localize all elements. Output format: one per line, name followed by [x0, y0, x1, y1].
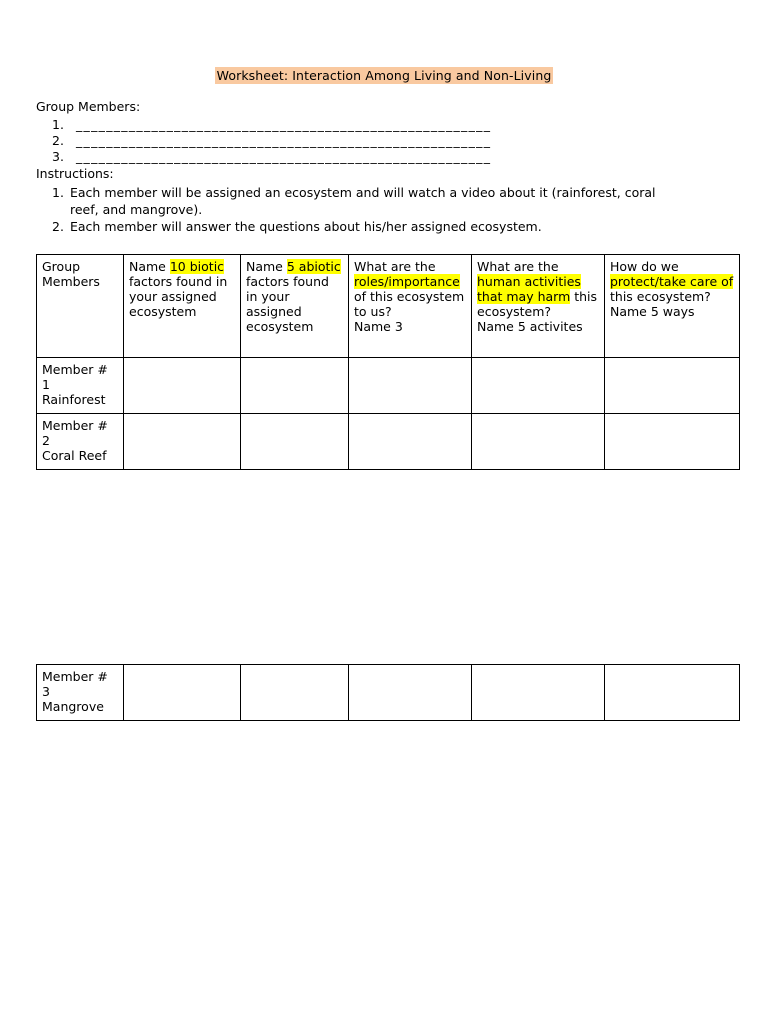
header-text: of this ecosystem to us? — [354, 289, 465, 319]
header-text: Name 3 — [354, 319, 403, 334]
header-text: What are the — [354, 259, 436, 274]
member-label: Member # 3 — [42, 669, 108, 699]
highlight-text: 10 biotic — [169, 259, 225, 274]
worksheet-title: Worksheet: Interaction Among Living and Non-Living — [216, 68, 552, 83]
table-header-row — [37, 255, 740, 358]
header-human-activities — [472, 255, 605, 358]
answer-cell[interactable] — [605, 358, 740, 414]
instruction-item-2 — [52, 218, 722, 235]
instruction-text-cont: reef, and mangrove). — [70, 202, 203, 217]
member-cell — [37, 665, 124, 721]
instruction-number: 2. — [52, 219, 64, 234]
highlight-text: protect/take care of — [610, 274, 734, 289]
highlight-text: roles/importance — [354, 274, 460, 289]
header-text: this ecosystem? Name 5 ways — [610, 289, 711, 319]
highlight-text: human activities that may harm — [477, 274, 581, 304]
header-text: this ecosystem? — [477, 289, 598, 319]
member-line-number: 1. — [52, 117, 64, 132]
member-cell — [37, 414, 124, 470]
header-biotic — [124, 255, 241, 358]
header-text: Name 5 activites — [477, 319, 583, 334]
member-cell — [37, 358, 124, 414]
answer-cell[interactable] — [349, 358, 472, 414]
answer-cell[interactable] — [124, 358, 241, 414]
answer-cell[interactable] — [472, 358, 605, 414]
answer-cell[interactable] — [472, 665, 605, 721]
answer-cell[interactable] — [605, 414, 740, 470]
answer-cell[interactable] — [472, 414, 605, 470]
member-label: Member # 1 — [42, 362, 108, 392]
instruction-number: 1. — [52, 185, 64, 200]
member-line-3[interactable] — [52, 149, 491, 164]
answer-cell[interactable] — [124, 665, 241, 721]
header-text: How do we — [610, 259, 679, 274]
table-row — [37, 414, 740, 470]
header-roles — [349, 255, 472, 358]
instruction-text: Each member will be assigned an ecosystem and will watch a video about it (rainforest, coral — [70, 185, 656, 200]
answer-cell[interactable] — [241, 665, 349, 721]
answer-cell[interactable] — [349, 414, 472, 470]
answer-cell[interactable] — [241, 358, 349, 414]
ecosystem-label: Coral Reef — [42, 448, 107, 463]
instruction-text: Each member will answer the questions about his/her assigned ecosystem. — [70, 219, 542, 234]
header-text: Name — [129, 259, 170, 274]
header-text: Name — [246, 259, 287, 274]
instructions-label: Instructions: — [36, 166, 114, 181]
member-label: Member # 2 — [42, 418, 108, 448]
member-line-2[interactable] — [52, 133, 491, 148]
header-text: What are the — [477, 259, 559, 274]
worksheet-table-continued — [36, 664, 740, 721]
answer-cell[interactable] — [605, 665, 740, 721]
title-wrap — [0, 67, 768, 84]
answer-cell[interactable] — [349, 665, 472, 721]
worksheet-table — [36, 254, 740, 470]
member-line-number: 3. — [52, 149, 64, 164]
member-blank: _______________________________________________________ — [76, 149, 492, 164]
header-text: factors found in your assigned ecosystem — [129, 274, 228, 319]
group-members-label: Group Members: — [36, 99, 141, 114]
table-row — [37, 358, 740, 414]
member-line-number: 2. — [52, 133, 64, 148]
highlight-text: 5 abiotic — [286, 259, 341, 274]
member-blank: _______________________________________________________ — [76, 133, 492, 148]
answer-cell[interactable] — [241, 414, 349, 470]
header-protect — [605, 255, 740, 358]
member-blank: _______________________________________________________ — [76, 117, 492, 132]
ecosystem-label: Mangrove — [42, 699, 104, 714]
answer-cell[interactable] — [124, 414, 241, 470]
header-group-members: Group Members — [37, 255, 124, 358]
member-line-1[interactable] — [52, 117, 491, 132]
table-row — [37, 665, 740, 721]
instruction-item-1 — [52, 184, 722, 218]
header-abiotic — [241, 255, 349, 358]
header-text: factors found in your assigned ecosystem — [246, 274, 329, 334]
ecosystem-label: Rainforest — [42, 392, 106, 407]
